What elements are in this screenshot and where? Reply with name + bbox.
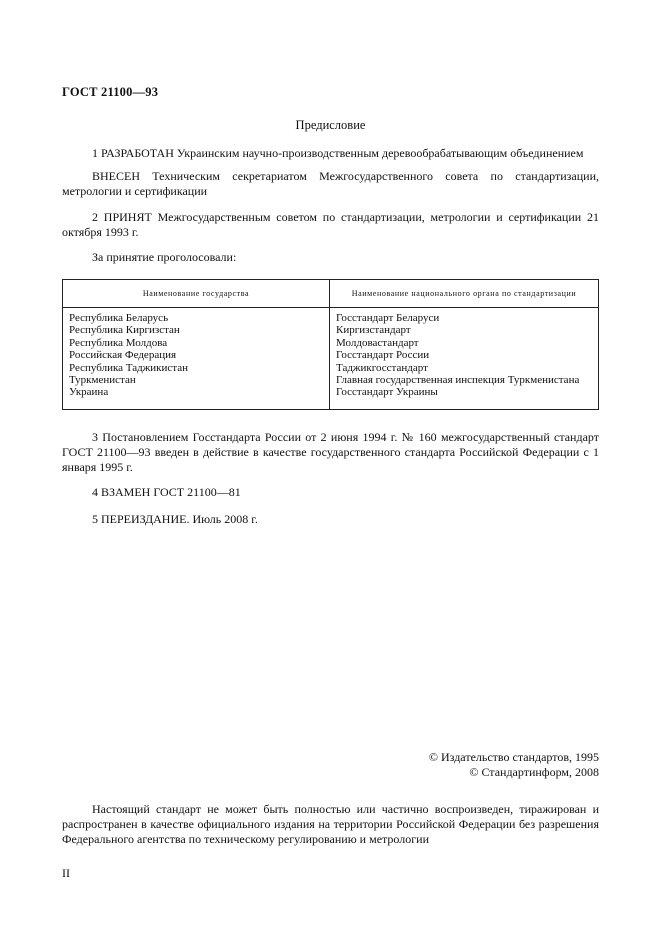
state-name: Российская Федерация — [69, 349, 177, 362]
state-name: Республика Таджикистан — [69, 361, 188, 374]
state-name: Украина — [69, 386, 109, 399]
reproduction-notice: Настоящий стандарт не может быть полностью или частично воспроизведен, тиражирован и распространен в качестве официального издания на территории Российской Федерации без разрешения Федерального агентства по техническому регулированию и метрологии — [62, 802, 599, 846]
paragraph-developed: 1 РАЗРАБОТАН Украинским научно-производственным деревообрабатывающим объединением — [92, 146, 584, 160]
national-body-name: Госстандарт Украины — [336, 386, 438, 399]
paragraph-adopted: 2 ПРИНЯТ Межгосударственным советом по стандартизации, метрологии и сертификации 21 октября 1993 г. — [62, 210, 599, 239]
paragraph-reissue: 5 ПЕРЕИЗДАНИЕ. Июль 2008 г. — [92, 512, 258, 526]
national-body-name: Киргизстандарт — [336, 324, 411, 337]
paragraph-introduced: ВНЕСЕН Техническим секретариатом Межгосударственного совета по стандартизации, метрологии и сертификации — [62, 169, 599, 198]
page-title: Предисловие — [295, 118, 366, 132]
state-name: Туркменистан — [69, 374, 136, 387]
copyright-line-publisher: © Издательство стандартов, 1995 — [428, 750, 599, 764]
national-bodies-cell — [330, 308, 599, 410]
document-code: ГОСТ 21100—93 — [62, 85, 159, 99]
paragraph-enacted: 3 Постановлением Госстандарта России от 2 июня 1994 г. № 160 межгосударственный стандарт ГОСТ 21100—93 введен в действие в качестве государственного стандарта Российской Федерации с 1 января 1995 г. — [62, 430, 599, 474]
national-body-name: Госстандарт России — [336, 349, 430, 362]
national-body-name: Таджикгосстандарт — [336, 361, 428, 374]
column-header-state: Наименование государства — [63, 280, 330, 308]
table-header-row — [63, 280, 599, 308]
voting-table — [62, 279, 599, 410]
national-body-name: Главная государственная инспекция Туркменистана — [336, 374, 580, 387]
paragraph-voted-intro: За принятие проголосовали: — [92, 250, 237, 264]
paragraph-replaces: 4 ВЗАМЕН ГОСТ 21100—81 — [92, 485, 241, 499]
column-header-national-body: Наименование национального органа по стандартизации — [330, 280, 599, 308]
state-name: Республика Молдова — [69, 336, 168, 349]
states-cell — [63, 308, 330, 410]
national-body-name: Молдовастандарт — [336, 336, 419, 349]
state-name: Республика Беларусь — [69, 312, 169, 324]
page-number: II — [62, 866, 70, 880]
state-name: Республика Киргизстан — [69, 324, 180, 337]
table-row — [63, 308, 599, 410]
national-body-name: Госстандарт Беларуси — [336, 312, 440, 324]
copyright-line-standartinform: © Стандартинформ, 2008 — [469, 765, 599, 779]
